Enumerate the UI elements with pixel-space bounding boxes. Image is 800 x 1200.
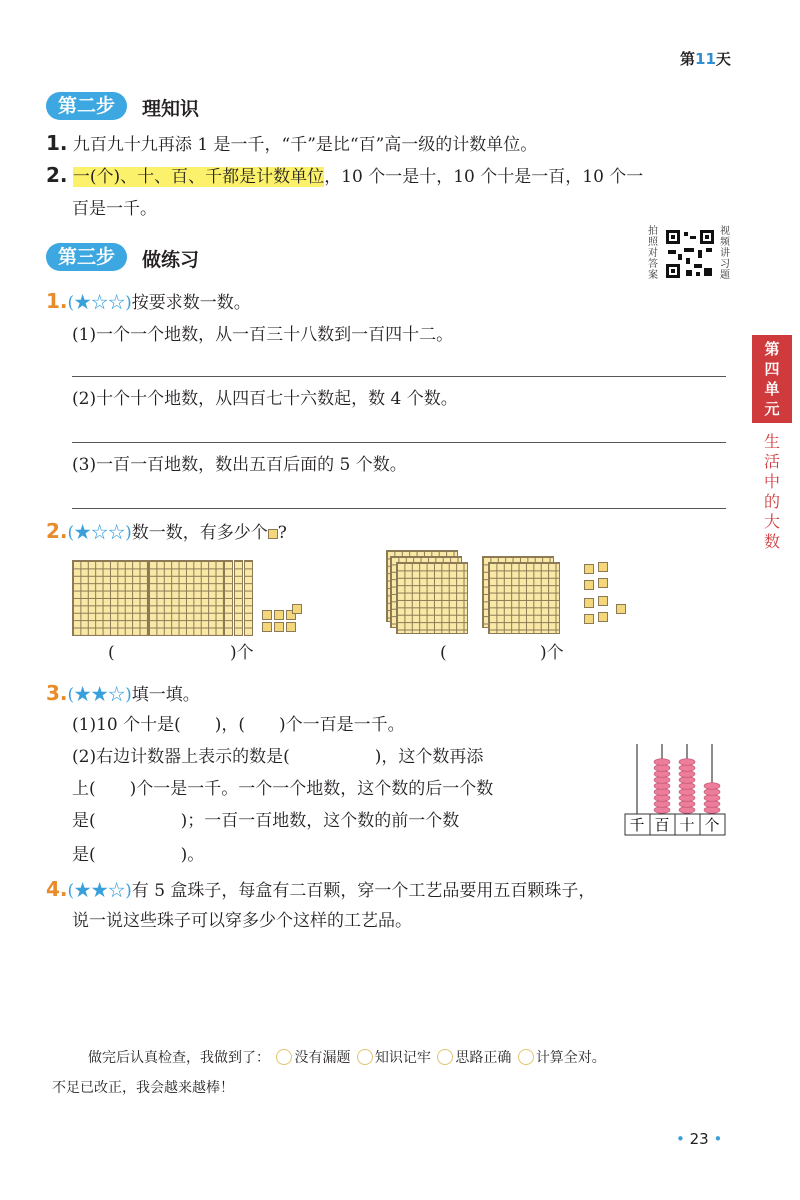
checkbox-circle-icon[interactable]	[437, 1049, 453, 1065]
unit-cube	[292, 604, 302, 614]
check-item: 知识记牢	[374, 1050, 431, 1066]
unit-cube	[598, 578, 608, 588]
q3-line-1: (1)10 个十是( )，( )个一百是一千。	[72, 715, 405, 735]
item-number: 1.	[46, 131, 68, 155]
answer-blank-a-open[interactable]: (	[108, 643, 115, 663]
knowledge-item-2-cont: 百是一千。	[72, 199, 157, 219]
page-number: • 23 •	[676, 1130, 723, 1148]
unit-cube	[274, 622, 284, 632]
ten-rod	[234, 560, 243, 636]
qr-code-icon[interactable]	[664, 228, 716, 280]
answer-blank-b-close: )个	[540, 643, 564, 663]
answer-blank-b-open[interactable]: (	[440, 643, 447, 663]
section3-title: 做练习	[142, 249, 200, 271]
checkbox-circle-icon[interactable]	[357, 1049, 373, 1065]
unit-cube	[598, 612, 608, 622]
question-number: 3.	[46, 681, 68, 705]
question-number: 4.	[46, 877, 68, 901]
section2-badge: 第二步	[46, 92, 127, 120]
q3-line-3: 上( )个一是一千。一个一个地数，这个数的后一个数	[72, 779, 494, 799]
question-number: 2.	[46, 519, 68, 543]
self-check-line-2: 不足已改正，我会越来越棒！	[52, 1080, 234, 1096]
check-item: 计算全对。	[535, 1050, 606, 1066]
day-prefix: 第	[680, 50, 696, 68]
self-check-lead: 做完后认真检查，我做到了：	[88, 1050, 270, 1066]
unit-cube	[584, 614, 594, 624]
question-1: 1.(★☆☆)按要求数一数。	[46, 289, 251, 313]
q1-part-1: (1)一个一个地数，从一百三十八数到一百四十二。	[72, 325, 454, 345]
star-icon: ★	[74, 293, 92, 313]
highlighted-text: 一(个)、十、百、千都是计数单位	[72, 167, 325, 187]
item-text: 九百九十九再添 1 是一千，“千”是比“百”高一级的计数单位。	[72, 135, 538, 155]
question-prompt: 数一数，有多少个	[131, 523, 268, 543]
unit-label: 第四单元	[764, 340, 780, 418]
knowledge-item-2	[46, 162, 643, 190]
day-label	[680, 48, 731, 69]
day-number: 11	[695, 50, 716, 68]
answer-line-3[interactable]	[72, 508, 726, 509]
hundred-flat	[72, 560, 148, 636]
hundred-flat	[488, 562, 560, 634]
ten-rod	[244, 560, 253, 636]
topic-tab	[752, 432, 792, 551]
star-icon: ★	[74, 523, 92, 543]
answer-blank-a-close: )个	[230, 643, 254, 663]
qr-left-text: 拍照对答案	[648, 226, 658, 281]
unit-cube	[598, 596, 608, 606]
section3-badge: 第三步	[46, 243, 127, 271]
counting-frame	[624, 742, 726, 836]
check-item: 思路正确	[455, 1050, 512, 1066]
qr-right-text: 视频讲习题	[720, 226, 730, 281]
star-empty-icon: ☆	[108, 881, 126, 901]
unit-cube	[598, 562, 608, 572]
ten-rod	[224, 560, 233, 636]
unit-cube	[584, 564, 594, 574]
topic-label: 生活中的大数	[763, 432, 780, 551]
question-prompt: 填一填。	[131, 685, 200, 705]
abacus-label-tens: 十	[679, 816, 695, 834]
unit-cube	[286, 622, 296, 632]
star-icon: ★★	[74, 685, 109, 705]
q1-part-3: (3)一百一百地数，数出五百后面的 5 个数。	[72, 455, 407, 475]
question-number: 1.	[46, 289, 68, 313]
q3-line-5: 是( )。	[72, 845, 205, 865]
item-text: ，10 个一是十，10 个十是一百，10 个一	[324, 167, 644, 187]
abacus-label-hundreds: 百	[654, 816, 670, 834]
knowledge-item-1	[46, 130, 537, 158]
answer-line-1[interactable]	[72, 376, 726, 377]
section2-title: 理知识	[142, 98, 200, 120]
star-empty-icon: ☆☆	[91, 523, 126, 543]
unit-cube	[262, 622, 272, 632]
star-icon: ★★	[74, 881, 109, 901]
q3-line-4: 是( )；一百一百地数，这个数的前一个数	[72, 811, 460, 831]
hundred-flat	[396, 562, 468, 634]
unit-tab	[752, 335, 792, 423]
question-3: 3.(★★☆)填一填。	[46, 681, 200, 705]
item-number: 2.	[46, 163, 68, 187]
page-number-value: 23	[689, 1130, 709, 1148]
star-empty-icon: ☆☆	[91, 293, 126, 313]
star-empty-icon: ☆	[108, 685, 126, 705]
checkbox-circle-icon[interactable]	[276, 1049, 292, 1065]
unit-cube-icon	[268, 529, 278, 539]
day-suffix: 天	[715, 50, 731, 68]
abacus-label-thousands: 千	[629, 816, 645, 834]
abacus-label-ones: 个	[704, 816, 720, 834]
unit-cube	[274, 610, 284, 620]
question-prompt: 有 5 盒珠子，每盒有二百颗，穿一个工艺品要用五百颗珠子，	[131, 881, 596, 901]
question-prompt: 按要求数一数。	[131, 293, 251, 313]
unit-cube	[262, 610, 272, 620]
self-check-line	[88, 1048, 606, 1068]
q3-line-2: (2)右边计数器上表示的数是( )，这个数再添	[72, 747, 484, 767]
question-4: 4.(★★☆)有 5 盒珠子，每盒有二百颗，穿一个工艺品要用五百颗珠子，	[46, 877, 596, 901]
answer-line-2[interactable]	[72, 442, 726, 443]
unit-cube	[584, 580, 594, 590]
question-2: 2.(★☆☆)数一数，有多少个 ?	[46, 519, 287, 543]
q1-part-2: (2)十个十个地数，从四百七十六数起，数 4 个数。	[72, 389, 458, 409]
unit-cube	[584, 598, 594, 608]
check-item: 没有漏题	[294, 1050, 351, 1066]
question-mark: ?	[277, 523, 287, 543]
checkbox-circle-icon[interactable]	[518, 1049, 534, 1065]
q4-line-2: 说一说这些珠子可以穿多少个这样的工艺品。	[72, 911, 412, 931]
unit-cube	[616, 604, 626, 614]
hundred-flat	[148, 560, 224, 636]
